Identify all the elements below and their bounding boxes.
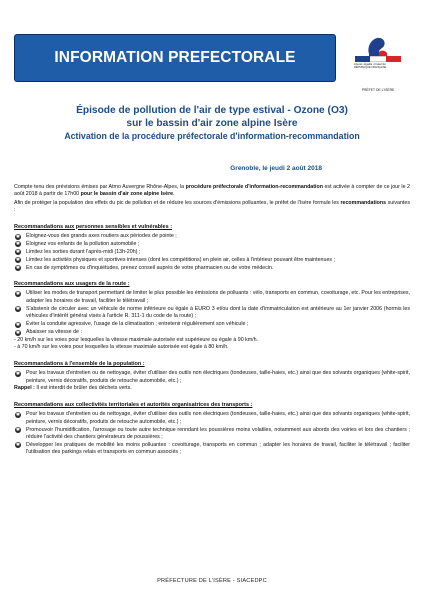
intro-paragraph: Compte tenu des prévisions émises par Atmo Auvergne Rhône-Alpes, la procédure préfectorale d'information-recommandation est activée à compter de ce jour le 2 août 2018 à partir de 17h00 pour le bassin d'air zone alpine Isère. bbox=[14, 184, 410, 198]
bullet-icon: ✱ bbox=[15, 306, 21, 313]
republic-motto: Liberté • Égalité • Fraternité RÉPUBLIQUE FRANÇAISE bbox=[354, 63, 387, 69]
list-item: ✱ Pour les travaux d'entretien ou de nettoyage, éviter d'utiliser des outils non électriques (tondeuses, taille-haies, etc.) ainsi que des solvants organiques (white-spirit, peinture, vernis décoratifs, produits de retouche automobile, etc.) ; bbox=[15, 411, 410, 425]
list-item: ✱ Éloignez-vous des grands axes routiers aux périodes de pointe ; bbox=[15, 233, 177, 240]
speed-limit-1: - 20 km/h sur les voies pour lesquelles la vitesse maximale autorisée est supérieure ou égale à 90 km/h. bbox=[14, 336, 259, 343]
speed-limit-2: - à 70 km/h sur les voies pour lesquelles la vitesse maximale autorisée est égale à 80 km/h. bbox=[14, 344, 229, 351]
bullet-icon: ✱ bbox=[15, 241, 21, 248]
banner-title: INFORMATION PREFECTORALE bbox=[54, 49, 296, 66]
list-item: ✱ Abaisser sa vitesse de : bbox=[15, 329, 82, 336]
list-item: ✱ Développer les pratiques de mobilité les moins polluantes : covoiturage, transports en commun ; adapter les horaires de travail, faciliter le télétravail ; faciliter l'utilisation des parkings relais et transports en commun associés ; bbox=[15, 441, 410, 456]
date-line: Grenoble, le jeudi 2 août 2018 bbox=[230, 165, 322, 172]
bullet-icon: ✱ bbox=[15, 329, 21, 336]
bullet-icon: ✱ bbox=[15, 249, 21, 256]
section-heading-collectivites: Recommandations aux collectivités territoriales et autorités organisatrices des transports : bbox=[14, 401, 253, 408]
list-item: ✱ Limitez les activités physiques et sportives intenses (dont les compétitions) en plein air, celles à l'intérieur pouvant être maintenues ; bbox=[15, 256, 335, 264]
prefecture-name: PRÉFET DE L'ISÈRE bbox=[361, 88, 395, 92]
title-line-3: Activation de la procédure préfectorale d'information-recommandation bbox=[64, 131, 360, 141]
rappel-note: Rappel : Il est interdit de brûler des déchets verts. bbox=[14, 385, 132, 392]
information-banner bbox=[14, 34, 336, 82]
list-item: ✱ Promouvoir l'humidification, l'arrosage ou toute autre technique renndant les poussières moins volatiles, notamment aux abords des voiries et lors des chantiers ; réduire l'activité des chantiers générateurs de poussières ; bbox=[15, 426, 410, 440]
list-item: ✱ En cas de symptômes ou d'inquiétudes, prenez conseil auprès de votre pharmacien ou de votre médecin. bbox=[15, 264, 274, 272]
bullet-icon: ✱ bbox=[15, 265, 21, 272]
document-body bbox=[14, 184, 410, 457]
title-line-1: Épisode de pollution de l'air de type estival - Ozone (O3) bbox=[76, 105, 348, 116]
list-item: ✱ Pour les travaux d'entretien ou de nettoyage, éviter d'utiliser des outils non électriques (tondeuses, taille-haies, etc.) ainsi que des solvants organiques (white-spirit, peinture, vernis décoratifs, produits de retouche automobile, etc.) ; bbox=[15, 370, 410, 384]
prefecture-logo bbox=[352, 34, 402, 92]
bullet-icon: ✱ bbox=[15, 427, 21, 434]
bullet-icon: ✱ bbox=[15, 257, 21, 264]
bullet-icon: ✱ bbox=[15, 442, 21, 449]
list-item: ✱ S'abstenir de circuler avec un véhicule de norme inférieure ou égale à EURO 3 et/ou dont la date d'immatriculation est antérieure au 1er janvier 2006 (hormis les véhicules d'intérêt général visés à l'article R. 311-1 du code de la route) ; bbox=[15, 305, 410, 320]
bullet-icon: ✱ bbox=[15, 290, 21, 297]
intro-paragraph-2: Afin de protéger la population des effets du pic de pollution et de réduire les sources d'émissions polluantes, le préfet de l'Isère formule les recommandations suivantes : bbox=[14, 199, 410, 214]
section-heading-sensibles: Recommandations aux personnes sensibles et vulnérables : bbox=[14, 223, 173, 230]
list-item: ✱ Éviter la conduite agressive, l'usage de la climatisation ; entretenir régulièrement son véhicule ; bbox=[15, 321, 249, 328]
section-heading-population: Recommandations à l'ensemble de la population : bbox=[14, 360, 145, 367]
page-footer: PRÉFECTURE DE L'ISÈRE - SIACEDPC bbox=[157, 578, 267, 584]
marianne-icon bbox=[355, 34, 401, 56]
title-line-2: sur le bassin d'air zone alpine Isère bbox=[126, 118, 298, 129]
bullet-icon: ✱ bbox=[15, 370, 21, 377]
document-title bbox=[14, 104, 410, 142]
section-heading-route: Recommandations aux usagers de la route : bbox=[14, 281, 130, 288]
list-item: ✱ Utiliser les modes de transport permettant de limiter le plus possible les émissions de polluants : vélo, transports en commun, covoiturage, etc. Pour les entreprises, adapter les horaires de travail, faciliter le télétravail ; bbox=[15, 290, 410, 304]
tricolor-flag bbox=[355, 56, 401, 62]
list-item: ✱ Limitez les sorties durant l'après-midi (13h-20h) ; bbox=[15, 248, 141, 256]
list-item: ✱ Éloignez vos enfants de la pollution automobile ; bbox=[15, 240, 140, 248]
bullet-icon: ✱ bbox=[15, 411, 21, 418]
bullet-icon: ✱ bbox=[15, 233, 21, 240]
bullet-icon: ✱ bbox=[15, 321, 21, 328]
